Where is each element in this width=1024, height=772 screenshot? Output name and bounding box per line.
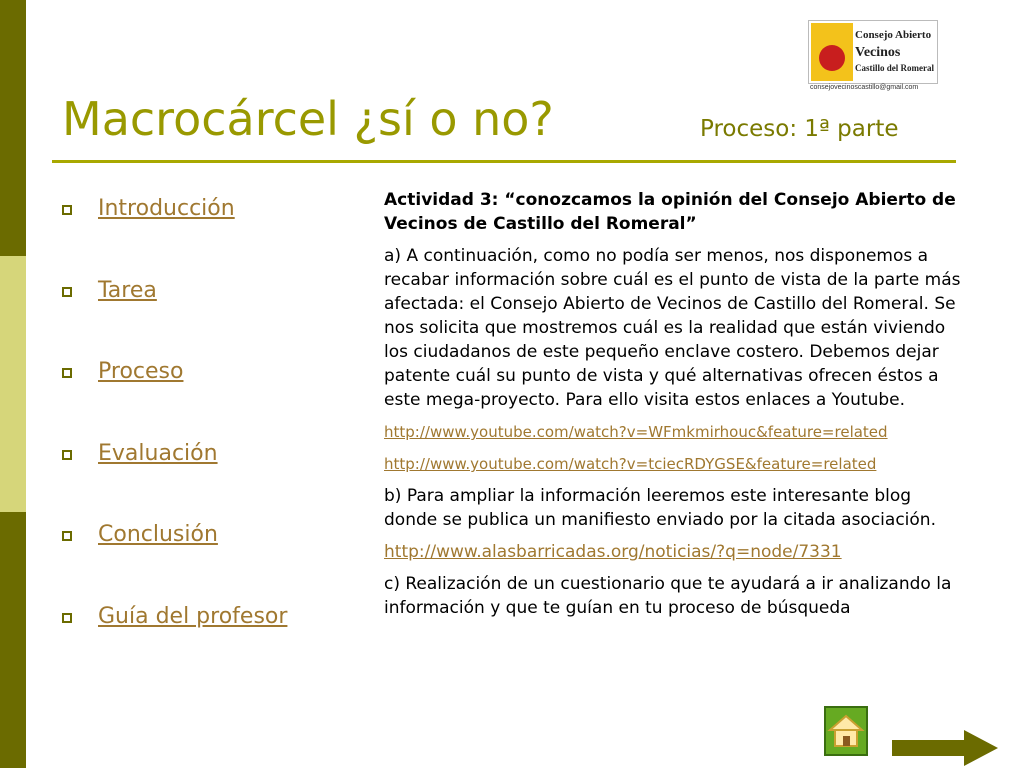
square-bullet-icon <box>62 450 72 460</box>
paragraph-a: a) A continuación, como no podía ser menos, nos disponemos a recabar información sobre cuál es el punto de vista de la parte más afectada: el Consejo Abierto de Vecinos de Castillo del Romeral. Se nos solicita que mostremos cuál es la realidad que están viviendo los ciudadanos de este pequeño enclave costero. Debemos dejar patente cuál su punto de vista y qué alternativas ofrecen éstos a este mega-proyecto. Para ello visita estos enlaces a Youtube. <box>384 246 961 410</box>
square-bullet-icon <box>62 613 72 623</box>
logo-line-1: Consejo Abierto <box>855 29 932 41</box>
blog-link[interactable]: http://www.alasbarricadas.org/noticias/?q=node/7331 <box>384 542 842 562</box>
right-arrow-icon <box>892 728 1002 768</box>
nav-item-evaluacion <box>62 441 287 523</box>
nav-item-tarea <box>62 278 287 360</box>
nav-link-evaluacion[interactable]: Evaluación <box>98 440 218 466</box>
square-bullet-icon <box>62 368 72 378</box>
paragraph-b: b) Para ampliar la información leeremos este interesante blog donde se publica un manifiesto enviado por la citada asociación. <box>384 486 936 530</box>
logo-emblem <box>811 23 853 81</box>
paragraph-c: c) Realización de un cuestionario que te ayudará a ir analizando la información y que te guían en tu proceso de búsqueda <box>384 574 952 618</box>
nav-item-conclusion <box>62 522 287 604</box>
house-icon <box>826 708 866 754</box>
activity-heading: Actividad 3: “conozcamos la opinión del Consejo Abierto de Vecinos de Castillo del Romeral” <box>384 190 956 234</box>
navigation-list <box>62 196 287 685</box>
slide-title: Macrocárcel ¿sí o no? <box>62 92 554 146</box>
nav-item-introduccion <box>62 196 287 278</box>
logo-circle-icon <box>819 45 845 71</box>
left-accent-bar-top <box>0 0 26 256</box>
square-bullet-icon <box>62 205 72 215</box>
logo-line-3: Castillo del Romeral <box>855 63 934 73</box>
nav-item-guia-profesor <box>62 604 287 686</box>
nav-link-introduccion[interactable]: Introducción <box>98 196 235 221</box>
association-logo <box>808 20 938 98</box>
logo-line-2: Vecinos <box>855 45 901 60</box>
youtube-link-1[interactable]: http://www.youtube.com/watch?v=WFmkmirhouc&feature=related <box>384 423 888 441</box>
home-button[interactable] <box>824 706 868 756</box>
nav-link-tarea[interactable]: Tarea <box>98 277 157 303</box>
youtube-link-2[interactable]: http://www.youtube.com/watch?v=tciecRDYGSE&feature=related <box>384 455 877 473</box>
nav-link-guia-profesor[interactable]: Guía del profesor <box>98 603 288 629</box>
left-accent-bar-middle <box>0 256 26 512</box>
slide-subtitle: Proceso: 1ª parte <box>700 116 899 142</box>
logo-frame <box>808 20 938 84</box>
next-slide-button[interactable] <box>892 728 1002 768</box>
square-bullet-icon <box>62 287 72 297</box>
activity-content <box>384 188 969 628</box>
left-accent-bar-bottom <box>0 512 26 768</box>
nav-item-proceso <box>62 359 287 441</box>
logo-email: consejovecinoscastillo@gmail.com <box>810 84 919 91</box>
nav-link-conclusion[interactable]: Conclusión <box>98 522 218 547</box>
square-bullet-icon <box>62 531 72 541</box>
title-divider <box>52 160 956 163</box>
nav-link-proceso[interactable]: Proceso <box>98 359 184 384</box>
